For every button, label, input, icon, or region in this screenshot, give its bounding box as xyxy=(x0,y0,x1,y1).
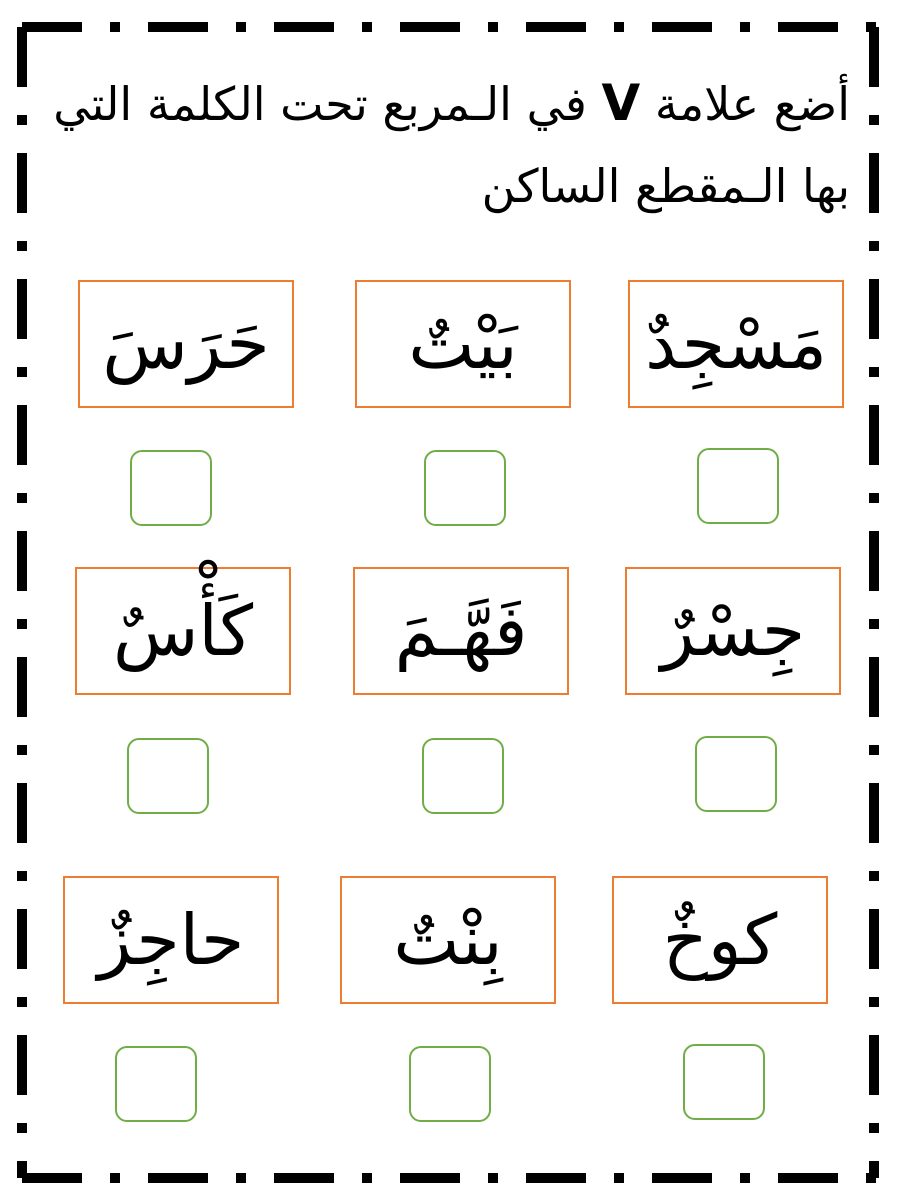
instructions-text xyxy=(40,62,850,227)
word-box-6 xyxy=(75,567,291,695)
word-box-5 xyxy=(353,567,569,695)
answer-checkbox-4[interactable] xyxy=(695,736,777,812)
word-text: فَهَّـمَ xyxy=(394,590,528,672)
answer-checkbox-9[interactable] xyxy=(115,1046,197,1122)
word-box-2 xyxy=(355,280,571,408)
word-box-4 xyxy=(625,567,841,695)
word-text: جِسْرٌ xyxy=(660,590,806,672)
word-text: حاجِزٌ xyxy=(97,899,245,981)
check-mark-symbol: V xyxy=(601,74,641,132)
word-box-1 xyxy=(628,280,844,408)
word-text: حَرَسَ xyxy=(102,303,270,385)
word-box-7 xyxy=(612,876,828,1004)
word-text: بِنْتٌ xyxy=(393,899,503,981)
instruction-line-1-end: في الـمربع تحت الكلمة التي xyxy=(53,77,587,131)
instruction-line-2: بها الـمقطع الساكن xyxy=(481,159,850,213)
answer-checkbox-6[interactable] xyxy=(127,738,209,814)
answer-checkbox-3[interactable] xyxy=(130,450,212,526)
answer-checkbox-5[interactable] xyxy=(422,738,504,814)
instruction-line-1 xyxy=(40,62,850,145)
word-text: كَأْسٌ xyxy=(112,590,254,672)
word-box-9 xyxy=(63,876,279,1004)
word-text: كوخٌ xyxy=(662,899,778,981)
answer-checkbox-1[interactable] xyxy=(697,448,779,524)
word-box-3 xyxy=(78,280,294,408)
word-box-8 xyxy=(340,876,556,1004)
answer-checkbox-7[interactable] xyxy=(683,1044,765,1120)
word-text: بَيْتٌ xyxy=(408,303,518,385)
answer-checkbox-2[interactable] xyxy=(424,450,506,526)
instruction-line-1-start: أضع علامة xyxy=(654,77,850,131)
word-text: مَسْجِدٌ xyxy=(645,303,827,385)
answer-checkbox-8[interactable] xyxy=(409,1046,491,1122)
